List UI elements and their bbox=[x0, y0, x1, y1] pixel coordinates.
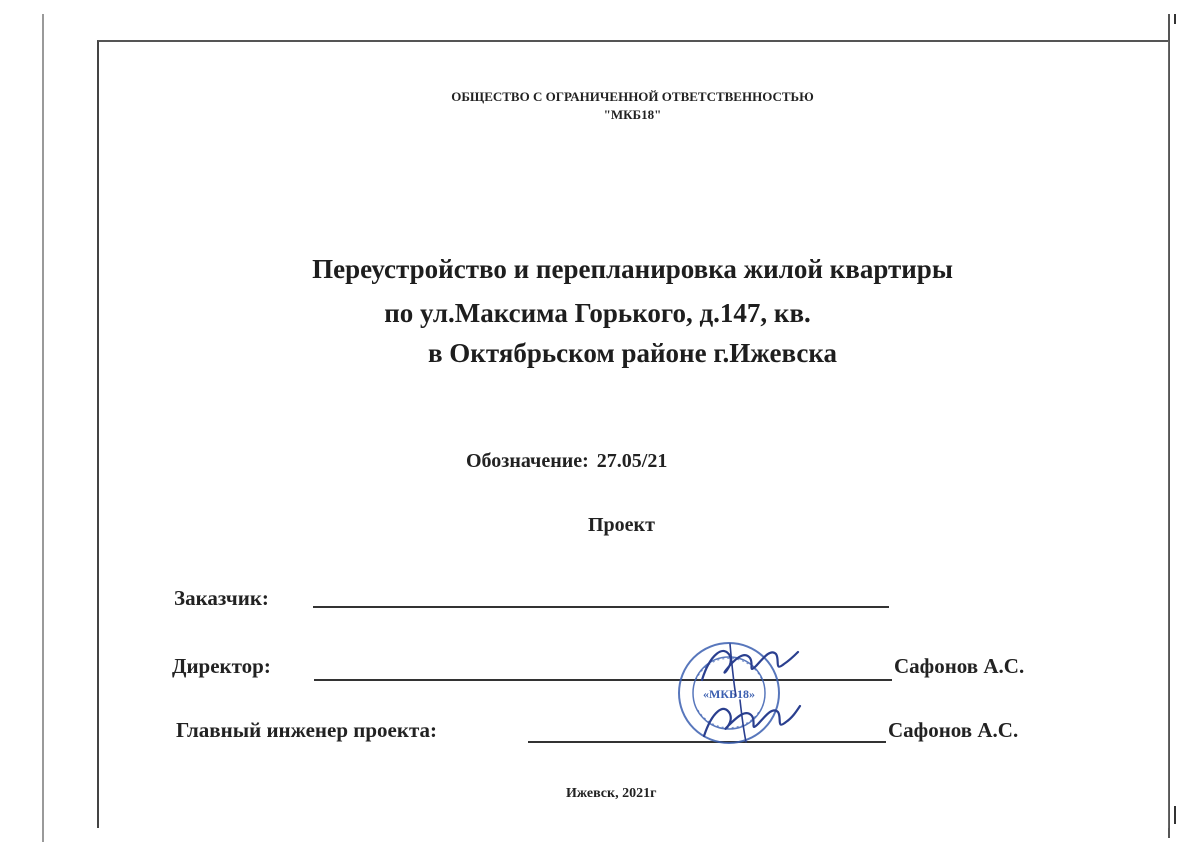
scan-mark-bottom bbox=[1174, 806, 1176, 824]
document-type: Проект bbox=[588, 514, 655, 536]
org-name-line1: ОБЩЕСТВО С ОГРАНИЧЕННОЙ ОТВЕТСТВЕННОСТЬЮ bbox=[451, 89, 814, 104]
director-name: Сафонов А.С. bbox=[894, 654, 1025, 678]
chief-engineer-label: Главный инженер проекта: bbox=[176, 718, 438, 742]
designation-row bbox=[466, 450, 667, 473]
designation-value: 27.05/21 bbox=[596, 450, 668, 472]
title-line3: в Октябрьском районе г.Ижевска bbox=[427, 338, 838, 368]
chief-engineer-name: Сафонов А.С. bbox=[888, 718, 1019, 742]
footer-city-year: Ижевск, 2021г bbox=[566, 786, 657, 801]
customer-signature-line bbox=[313, 606, 889, 608]
director-label: Директор: bbox=[172, 654, 271, 678]
title-line2: по ул.Максима Горького, д.147, кв. bbox=[384, 298, 811, 328]
handwritten-signatures bbox=[690, 636, 810, 746]
redacted-area bbox=[811, 305, 881, 327]
page-frame bbox=[97, 40, 1169, 828]
scan-edge-left bbox=[42, 14, 44, 842]
title-line2-container bbox=[0, 300, 1200, 327]
scan-mark-top bbox=[1174, 14, 1176, 24]
customer-label: Заказчик: bbox=[174, 586, 269, 610]
designation-label: Обозначение: bbox=[466, 450, 589, 472]
org-name-line2: "МКБ18" bbox=[603, 107, 662, 122]
title-line1: Переустройство и перепланировка жилой квартиры bbox=[312, 254, 953, 284]
stamp-text: «МКБ18» bbox=[703, 687, 755, 701]
